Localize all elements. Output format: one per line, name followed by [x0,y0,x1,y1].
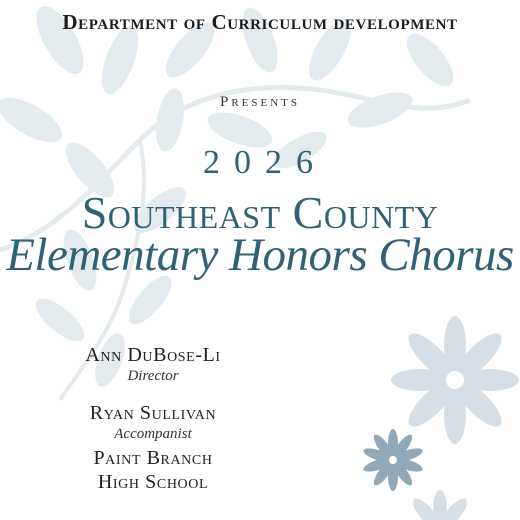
venue-line-2: High School [97,471,209,493]
accompanist-block [38,402,268,443]
event-year: 2026 [203,144,327,181]
county-title: Southeast County [81,187,439,238]
department-heading: Department of Curriculum development [62,10,458,34]
flower-partial-icon [409,490,471,520]
accompanist-role: Accompanist [114,426,192,442]
venue-line-1: Paint Branch [93,447,213,469]
program-title: Elementary Honors Chorus [6,229,514,281]
venue-block [38,446,268,494]
director-name: Ann DuBose-Li [85,344,221,366]
director-block [38,344,268,385]
presents-label: Presents [219,94,301,110]
director-role: Director [127,368,179,384]
flower-light-icon [391,316,519,444]
accompanist-name: Ryan Sullivan [89,402,217,424]
flower-dark-icon [362,429,424,491]
